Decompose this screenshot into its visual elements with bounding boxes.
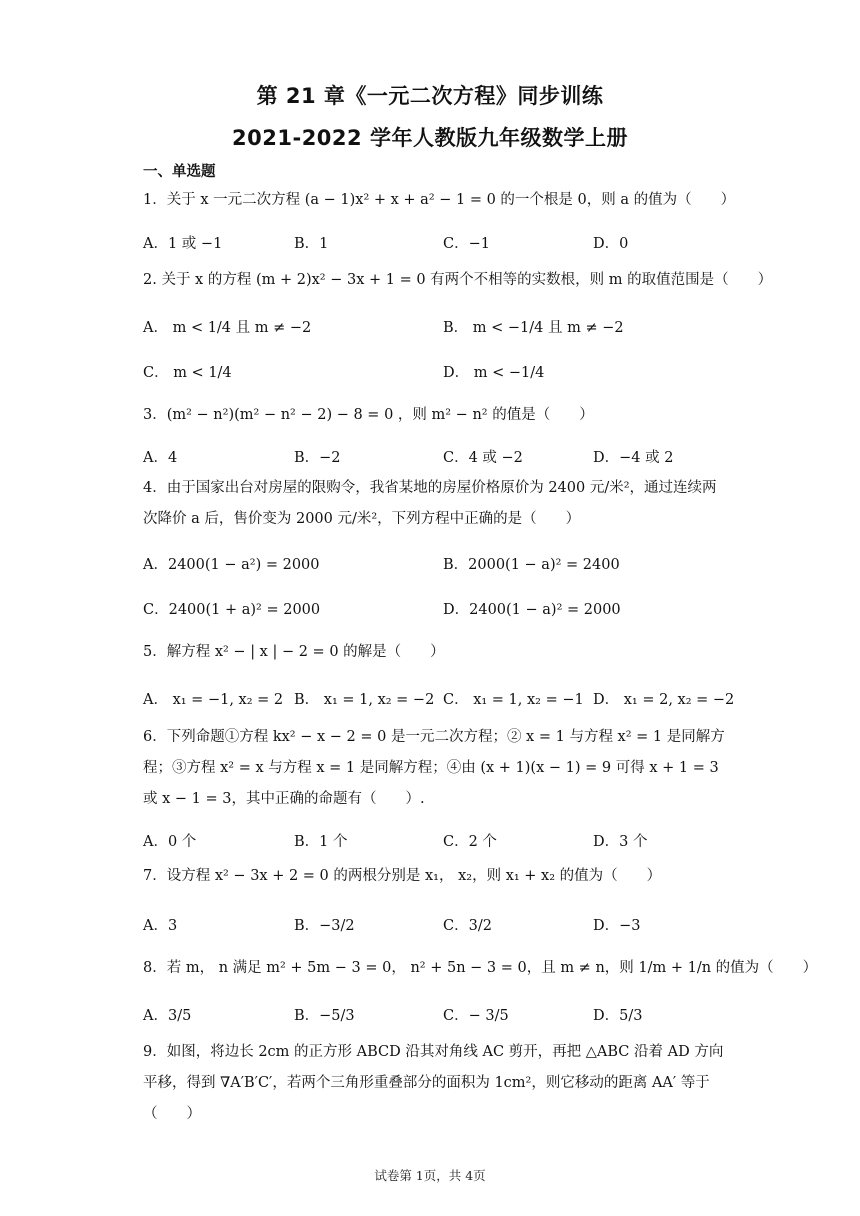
question-2-option-c: C． m < 1/4	[143, 365, 232, 381]
question-7-option-c: C．3/2	[443, 918, 492, 934]
question-5-option-a: A． x₁ = −1, x₂ = 2	[143, 692, 284, 708]
question-2-option-d: D． m < −1/4	[443, 365, 545, 381]
document-subtitle: 2021-2022 学年人教版九年级数学上册	[232, 126, 628, 150]
question-6-option-c: C．2 个	[443, 834, 497, 850]
question-4-stem: 4．由于国家出台对房屋的限购令，我省某地的房屋价格原价为 2400 元/米²，通过连续两次降价 a 后，售价变为 2000 元/米²，下列方程中正确的是（ ）	[143, 480, 717, 527]
question-1-option-a: A．1 或 −1	[143, 236, 223, 252]
question-3-stem: 3．(m² − n²)(m² − n² − 2) − 8 = 0 ，则 m² − n² 的值是（ ）	[143, 407, 594, 423]
question-7-option-b: B．−3/2	[294, 918, 355, 934]
question-3-option-c: C．4 或 −2	[443, 450, 523, 466]
question-6-option-b: B．1 个	[294, 834, 348, 850]
question-8-option-a: A．3/5	[143, 1008, 192, 1024]
question-2-stem: 2. 关于 x 的方程 (m + 2)x² − 3x + 1 = 0 有两个不相等的实数根，则 m 的取值范围是（ ）	[143, 272, 773, 288]
question-5-option-c: C． x₁ = 1, x₂ = −1	[443, 692, 584, 708]
question-8-option-c: C．− 3/5	[443, 1008, 509, 1024]
document-title: 第 21 章《一元二次方程》同步训练	[256, 84, 604, 108]
question-1-stem: 1．关于 x 一元二次方程 (a − 1)x² + x + a² − 1 = 0 的一个根是 0，则 a 的值为（ ）	[143, 192, 736, 208]
question-8-option-b: B．−5/3	[294, 1008, 355, 1024]
question-8-stem: 8．若 m， n 满足 m² + 5m − 3 = 0， n² + 5n − 3 = 0，且 m ≠ n，则 1/m + 1/n 的值为（ ）	[143, 960, 818, 976]
question-3-option-a: A．4	[143, 450, 178, 466]
question-3-option-d: D．−4 或 2	[593, 450, 674, 466]
question-5-option-d: D． x₁ = 2, x₂ = −2	[593, 692, 735, 708]
question-4-option-a: A．2400(1 − a²) = 2000	[143, 557, 320, 573]
question-4-option-c: C．2400(1 + a)² = 2000	[143, 602, 321, 618]
question-6-stem: 6．下列命题①方程 kx² − x − 2 = 0 是一元二次方程；② x = 1 与方程 x² = 1 是同解方程；③方程 x² = x 与方程 x = 1 是同解方程；④由 (x + 1)(x − 1) = 9 可得 x + 1 = 3 或 x − 1 = 3，其中正确的命题有（ ）.	[143, 729, 725, 807]
question-9-stem: 9．如图，将边长 2cm 的正方形 ABCD 沿其对角线 AC 剪开，再把 △ABC 沿着 AD 方向平移，得到 ∇A′B′C′，若两个三角形重叠部分的面积为 1cm²，则它移动的距离 AA′ 等于（ ）	[143, 1044, 724, 1122]
page-footer: 试卷第 1页，共 4页	[374, 1168, 486, 1183]
question-6-option-a: A．0 个	[143, 834, 197, 850]
question-8-option-d: D．5/3	[593, 1008, 643, 1024]
question-5-option-b: B． x₁ = 1, x₂ = −2	[294, 692, 435, 708]
question-6-option-d: D．3 个	[593, 834, 648, 850]
question-4-option-d: D．2400(1 − a)² = 2000	[443, 602, 621, 618]
question-1-option-d: D．0	[593, 236, 629, 252]
question-1-option-b: B．1	[294, 236, 329, 252]
question-1-option-c: C．−1	[443, 236, 490, 252]
question-2-option-b: B． m < −1/4 且 m ≠ −2	[443, 320, 624, 336]
question-4-option-b: B．2000(1 − a)² = 2400	[443, 557, 620, 573]
section-heading: 一、单选题	[143, 164, 216, 180]
question-7-option-a: A．3	[143, 918, 178, 934]
question-7-stem: 7．设方程 x² − 3x + 2 = 0 的两根分别是 x₁， x₂，则 x₁ + x₂ 的值为（ ）	[143, 868, 662, 884]
question-3-option-b: B．−2	[294, 450, 341, 466]
question-2-option-a: A． m < 1/4 且 m ≠ −2	[143, 320, 312, 336]
question-5-stem: 5．解方程 x² − | x | − 2 = 0 的解是（ ）	[143, 644, 445, 660]
question-7-option-d: D．−3	[593, 918, 641, 934]
